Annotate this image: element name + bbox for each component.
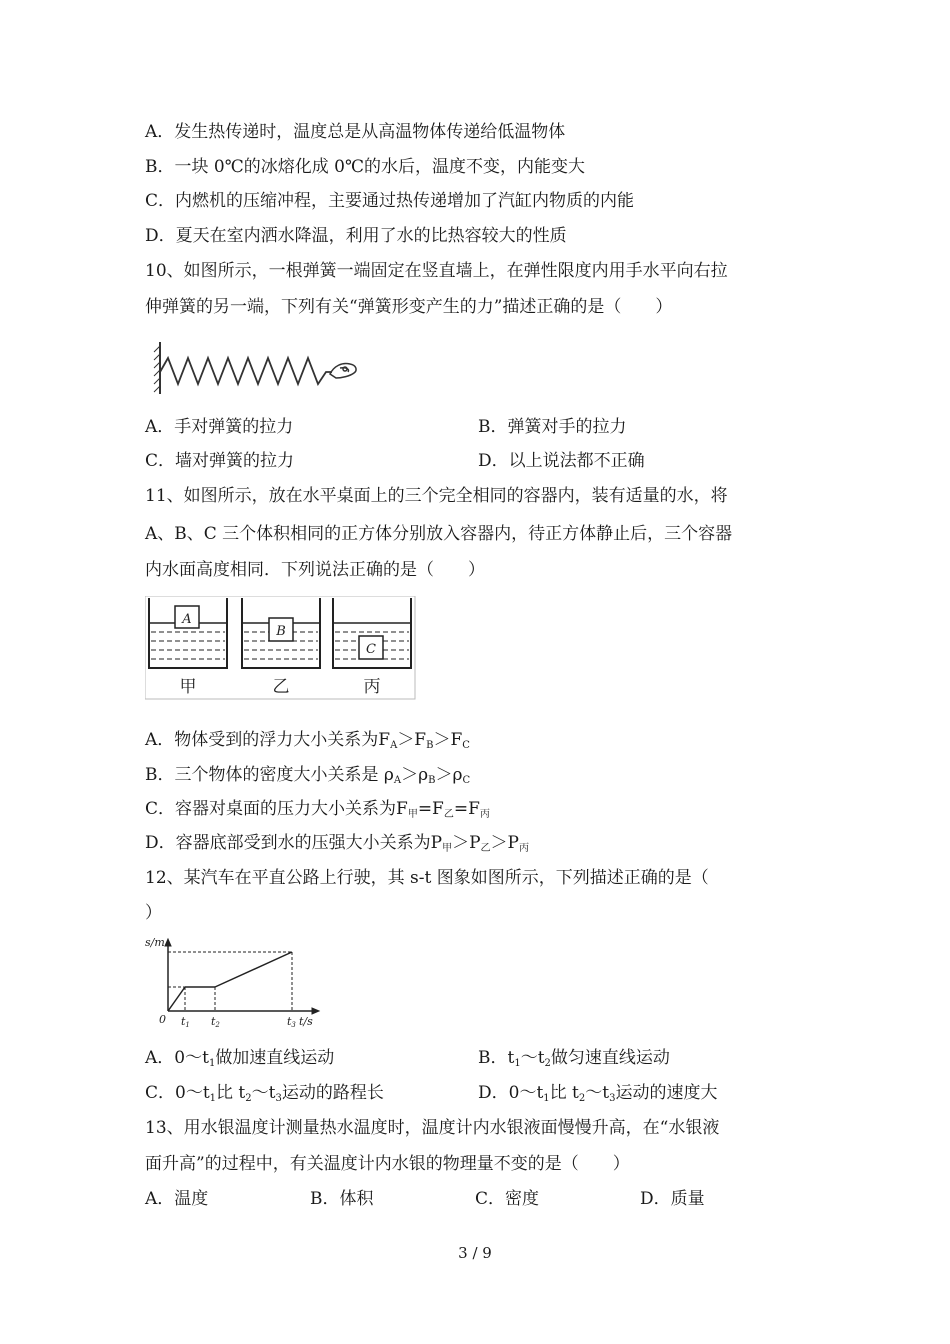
- q11-option-b: B．三个物体的密度大小关系是 $\rho_A>\rho_B>\rho_C$: [145, 765, 471, 786]
- q11-stem-line3: 内水面高度相同．下列说法正确的是（ ）: [145, 560, 485, 580]
- label-jia: 甲: [179, 677, 197, 697]
- q11-option-a: A．物体受到的浮力大小关系为$F_A>F_B>F_C$: [145, 730, 470, 751]
- q9-option-a: A．发生热传递时，温度总是从高温物体传递给低温物体: [145, 122, 566, 142]
- y-axis-arrow: [165, 939, 171, 946]
- label-yi: 乙: [272, 677, 290, 697]
- t3-label: t3: [287, 1015, 296, 1029]
- q10-option-a: A．手对弹簧的拉力: [145, 417, 294, 437]
- q12-option-c: C．$0\sim t_1$比 $t_2\sim t_3$运动的路程长: [145, 1083, 384, 1104]
- q10-option-d: D．以上说法都不正确: [478, 451, 645, 471]
- spring: [160, 358, 332, 384]
- q12-stem-line2: ）: [145, 903, 162, 923]
- t1-label: t1: [181, 1015, 190, 1029]
- q12-option-b: B．$t_1\sim t_2$做匀速直线运动: [478, 1048, 670, 1069]
- q12-option-a: A．$0\sim t_1$做加速直线运动: [145, 1048, 335, 1069]
- segment-1: [168, 987, 185, 1011]
- q13-stem-line2: 面升高”的过程中，有关温度计内水银的物理量不变的是（ ）: [145, 1154, 630, 1174]
- label-bing: 丙: [363, 677, 381, 697]
- q12-option-d: D．$0\sim t_1$比 $t_2\sim t_3$运动的速度大: [478, 1083, 718, 1104]
- q11-stem-line2: A、B、C 三个体积相同的正方体分别放入容器内，待正方体静止后，三个容器: [145, 524, 733, 544]
- q10-option-b: B．弹簧对手的拉力: [478, 417, 627, 437]
- q13-option-c: C．密度: [475, 1189, 540, 1209]
- q9-option-b: B．一块 0℃的冰熔化成 0℃的水后，温度不变，内能变大: [145, 157, 585, 177]
- spring-figure: [152, 338, 367, 396]
- q12-stem-line1: 12、某汽车在平直公路上行驶，其 s-t 图象如图所示，下列描述正确的是（: [145, 868, 709, 888]
- hand-icon: [330, 363, 356, 378]
- t2-label: t2: [211, 1015, 220, 1029]
- wall: [154, 342, 160, 394]
- q10-stem-line2: 伸弹簧的另一端，下列有关“弹簧形变产生的力”描述正确的是（ ）: [145, 297, 673, 317]
- page-number: 3 / 9: [458, 1244, 492, 1262]
- q10-stem-line1: 10、如图所示，一根弹簧一端固定在竖直墙上，在弹性限度内用手水平向右拉: [145, 261, 728, 281]
- q11-option-c: C．容器对桌面的压力大小关系为$F_甲=F_乙=F_丙$: [145, 799, 490, 820]
- st-graph: [143, 937, 323, 1031]
- x-axis-arrow: [312, 1008, 319, 1014]
- y-axis-label: s/m: [145, 937, 165, 949]
- q13-option-d: D．质量: [640, 1189, 705, 1209]
- cube-b-label: B: [276, 624, 286, 639]
- q9-option-c: C．内燃机的压缩冲程，主要通过热传递增加了汽缸内物质的内能: [145, 191, 635, 211]
- segment-3: [215, 952, 292, 987]
- q13-stem-line1: 13、用水银温度计测量热水温度时，温度计内水银液面慢慢升高，在“水银液: [145, 1118, 720, 1138]
- q11-option-d: D．容器底部受到水的压强大小关系为$P_甲>P_乙>P_丙$: [145, 833, 529, 854]
- q10-option-c: C．墙对弹簧的拉力: [145, 451, 295, 471]
- cube-c-label: C: [366, 642, 376, 657]
- origin-label: 0: [159, 1013, 166, 1026]
- q13-option-a: A．温度: [145, 1189, 209, 1209]
- cube-a-label: A: [182, 612, 192, 627]
- q11-stem-line1: 11、如图所示，放在水平桌面上的三个完全相同的容器内，装有适量的水，将: [145, 486, 728, 506]
- containers-figure: [145, 596, 417, 700]
- q9-option-d: D．夏天在室内洒水降温，利用了水的比热容较大的性质: [145, 226, 567, 246]
- x-axis-label: t/s: [299, 1015, 313, 1028]
- q13-option-b: B．体积: [310, 1189, 374, 1209]
